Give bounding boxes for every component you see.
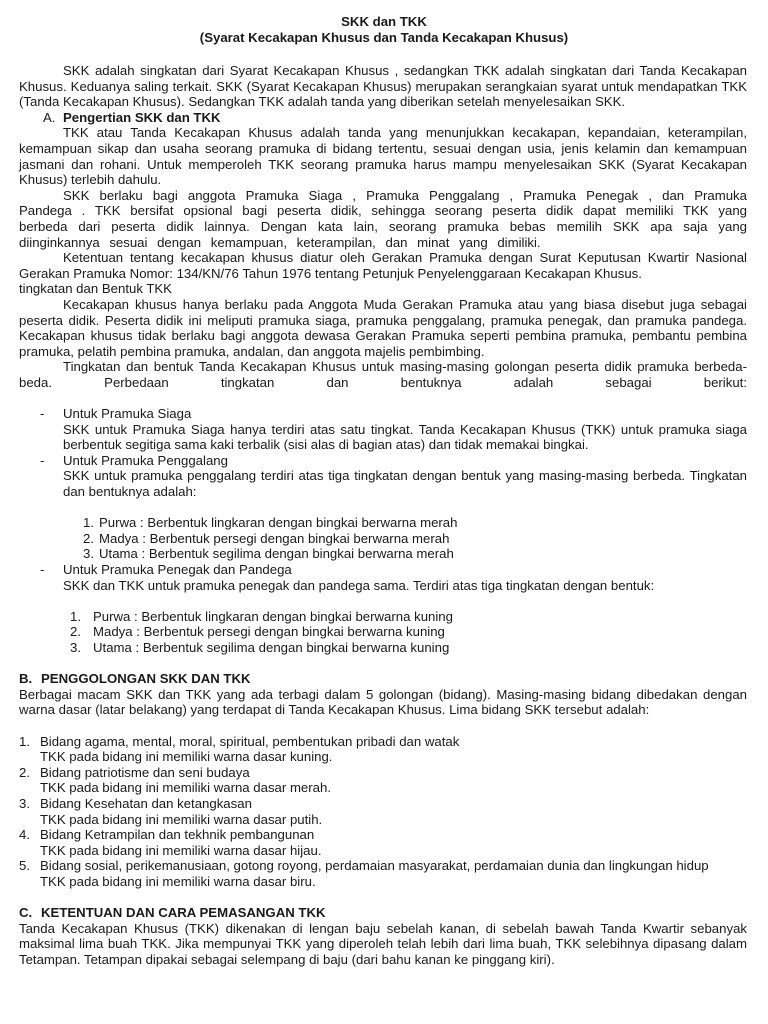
document-subtitle: (Syarat Kecakapan Khusus dan Tanda Kecakapan Khusus) (199, 29, 569, 45)
section-b-label: B. (19, 671, 33, 687)
list-item: 2. Madya : Berbentuk persegi dengan bingkai berwarna kuning (70, 624, 445, 640)
intro-paragraph: SKK adalah singkatan dari Syarat Kecakapan Khusus , sedangkan TKK adalah singkatan dari Tanda Kecakapan Khusus. Keduanya saling terkait. SKK (Syarat Kecakapan Khusus) merupakan serangkaian syarat untuk mendapatkan TKK (Tanda Kecakapan Khusus). Sedangkan TKK adalah tanda yang diberikan setelah menyelesaikan SKK. (19, 63, 747, 110)
list-item: 1. Purwa : Berbentuk lingkaran dengan bingkai berwarna kuning (70, 608, 453, 624)
section-c-label: C. (19, 905, 33, 921)
section-a-subheading: tingkatan dan Bentuk TKK (19, 281, 172, 297)
section-c-text: Tanda Kecakapan Khusus (TKK) dikenakan di lengan baju sebelah kanan, di sebelah bawah Tanda Kwartir sebanyak maksimal lima buah TKK. Jika mempunyai TKK yang diperoleh telah lebih dari lima buah, TKK selebihnya dipasang dalam Tetampan. Tetampan dipakai sebagai selempang di baju (dari bahu kanan ke pinggang kiri). (19, 920, 747, 967)
list-item: 1. Purwa : Berbentuk lingkaran dengan bingkai berwarna merah (83, 515, 458, 531)
list-item: 4. Bidang Ketrampilan dan tekhnik pembangunan TKK pada bidang ini memiliki warna dasar hijau. (19, 827, 322, 858)
section-c-title: KETENTUAN DAN CARA PEMASANGAN TKK (41, 905, 326, 921)
document-title: SKK dan TKK (341, 14, 427, 29)
title-block (0, 14, 768, 45)
section-a-paragraph-4: Kecakapan khusus hanya berlaku pada Anggota Muda Gerakan Pramuka atau yang biasa disebut juga sebagai peserta didik. Peserta didik ini meliputi pramuka siaga, pramuka penggalang, pramuka penegak, dan pramuka pandega. Kecakapan khusus tidak berlaku bagi anggota dewasa Gerakan Pramuka seperti pembina pramuka, pembantu pembina pramuka, pelatih pembina pramuka, andalan, dan anggota majelis pembimbing. (19, 296, 747, 359)
section-a-paragraph-5: Tingkatan dan bentuk Tanda Kecakapan Khusus untuk masing-masing golongan peserta didik pramuka berbeda-beda. Perbedaan tingkatan dan bentuknya adalah sebagai berikut: (19, 359, 747, 390)
group-siaga-title: Untuk Pramuka Siaga (63, 406, 192, 422)
group-penegak-text: SKK dan TKK untuk pramuka penegak dan pandega sama. Terdiri atas tiga tingkatan dengan bentuk: (63, 577, 655, 593)
section-c-heading (19, 905, 747, 921)
section-a-label: A. (43, 109, 56, 125)
document-body (19, 63, 747, 967)
section-b-title: PENGGOLONGAN SKK DAN TKK (41, 671, 251, 687)
group-penggalang-text: SKK untuk pramuka penggalang terdiri atas tiga tingkatan dengan bentuk yang masing-masing berbeda. Tingkatan dan bentuknya adalah: (63, 468, 747, 500)
section-b-intro: Berbagai macam SKK dan TKK yang ada terbagi dalam 5 golongan (bidang). Masing-masing bidang dibedakan dengan warna dasar (latar belakang) yang terdapat di Tanda Kecakapan Khusus. Lima bidang SKK tersebut adalah: (19, 686, 747, 718)
list-item: 1. Bidang agama, mental, moral, spiritual, pembentukan pribadi dan watak TKK pada bidang ini memiliki warna dasar kuning. (19, 733, 460, 765)
list-item: 5. Bidang sosial, perikemanusiaan, gotong royong, perdamaian masyarakat, perdamaian dunia dan lingkungan hidup TKK pada bidang ini memiliki warna dasar biru. (19, 858, 709, 889)
group-penegak-title: Untuk Pramuka Penegak dan Pandega (63, 562, 292, 577)
section-a-paragraph-3: Ketentuan tentang kecakapan khusus diatur oleh Gerakan Pramuka dengan Surat Keputusan Kwartir Nasional Gerakan Pramuka Nomor: 134/KN/76 Tahun 1976 tentang Petunjuk Penyelenggaraan Kecakapan Khusus. (19, 250, 747, 281)
list-item: 3. Utama : Berbentuk segilima dengan bingkai berwarna merah (83, 546, 454, 562)
list-item: 3. Bidang Kesehatan dan ketangkasan TKK pada bidang ini memiliki warna dasar putih. (19, 795, 323, 827)
list-item: 2. Madya : Berbentuk persegi dengan bingkai berwarna merah (83, 530, 450, 546)
list-item: 2. Bidang patriotisme dan seni budaya TKK pada bidang ini memiliki warna dasar merah. (19, 764, 331, 796)
field-list (19, 734, 747, 890)
group-siaga (19, 406, 747, 422)
section-a-heading (43, 110, 747, 126)
penggalang-rank-list (19, 515, 747, 562)
bullet-dash: - (40, 562, 45, 577)
group-siaga-text: SKK untuk Pramuka Siaga hanya terdiri atas satu tingkat. Tanda Kecakapan Khusus (TKK) untuk pramuka siaga berbentuk segitiga sama kaki terbalik (sisi alas di bagian atas) dan tidak memakai bingkai. (63, 421, 747, 453)
list-item: 3. Utama : Berbentuk segilima dengan bingkai berwarna kuning (70, 639, 450, 655)
group-penggalang (19, 453, 747, 469)
penegak-rank-list (19, 609, 747, 656)
bullet-dash: - (40, 406, 45, 422)
section-a-paragraph-2: SKK berlaku bagi anggota Pramuka Siaga , Pramuka Penggalang , Pramuka Penegak , dan Pramuka Pandega . TKK bersifat opsional bagi peserta didik, sehingga seorang peserta didik dapat memiliki TKK yang berbeda dari peserta didik lainnya. Dengan kata lain, seorang pramuka bebas memilih SKK apa saja yang diinginkannya sesuai dengan kemampuan, keterampilan, dan minat yang dimiliki. (19, 187, 747, 250)
section-a-paragraph-1: TKK atau Tanda Kecakapan Khusus adalah tanda yang menunjukkan kecakapan, kepandaian, keterampilan, kemampuan sikap dan usaha seorang pramuka di bidang tertentu, sesuai dengan usia, jenis kelamin dan kemampuan jasmani dan rohani. Untuk memperoleh TKK seorang pramuka harus mampu menyelesaikan SKK (Syarat Kecakapan Khusus) terlebih dahulu. (19, 125, 747, 188)
bullet-dash: - (40, 452, 45, 468)
section-b-heading (19, 671, 747, 687)
section-a-title: Pengertian SKK dan TKK (63, 109, 221, 125)
group-penegak (19, 562, 747, 578)
group-penggalang-title: Untuk Pramuka Penggalang (63, 452, 228, 468)
